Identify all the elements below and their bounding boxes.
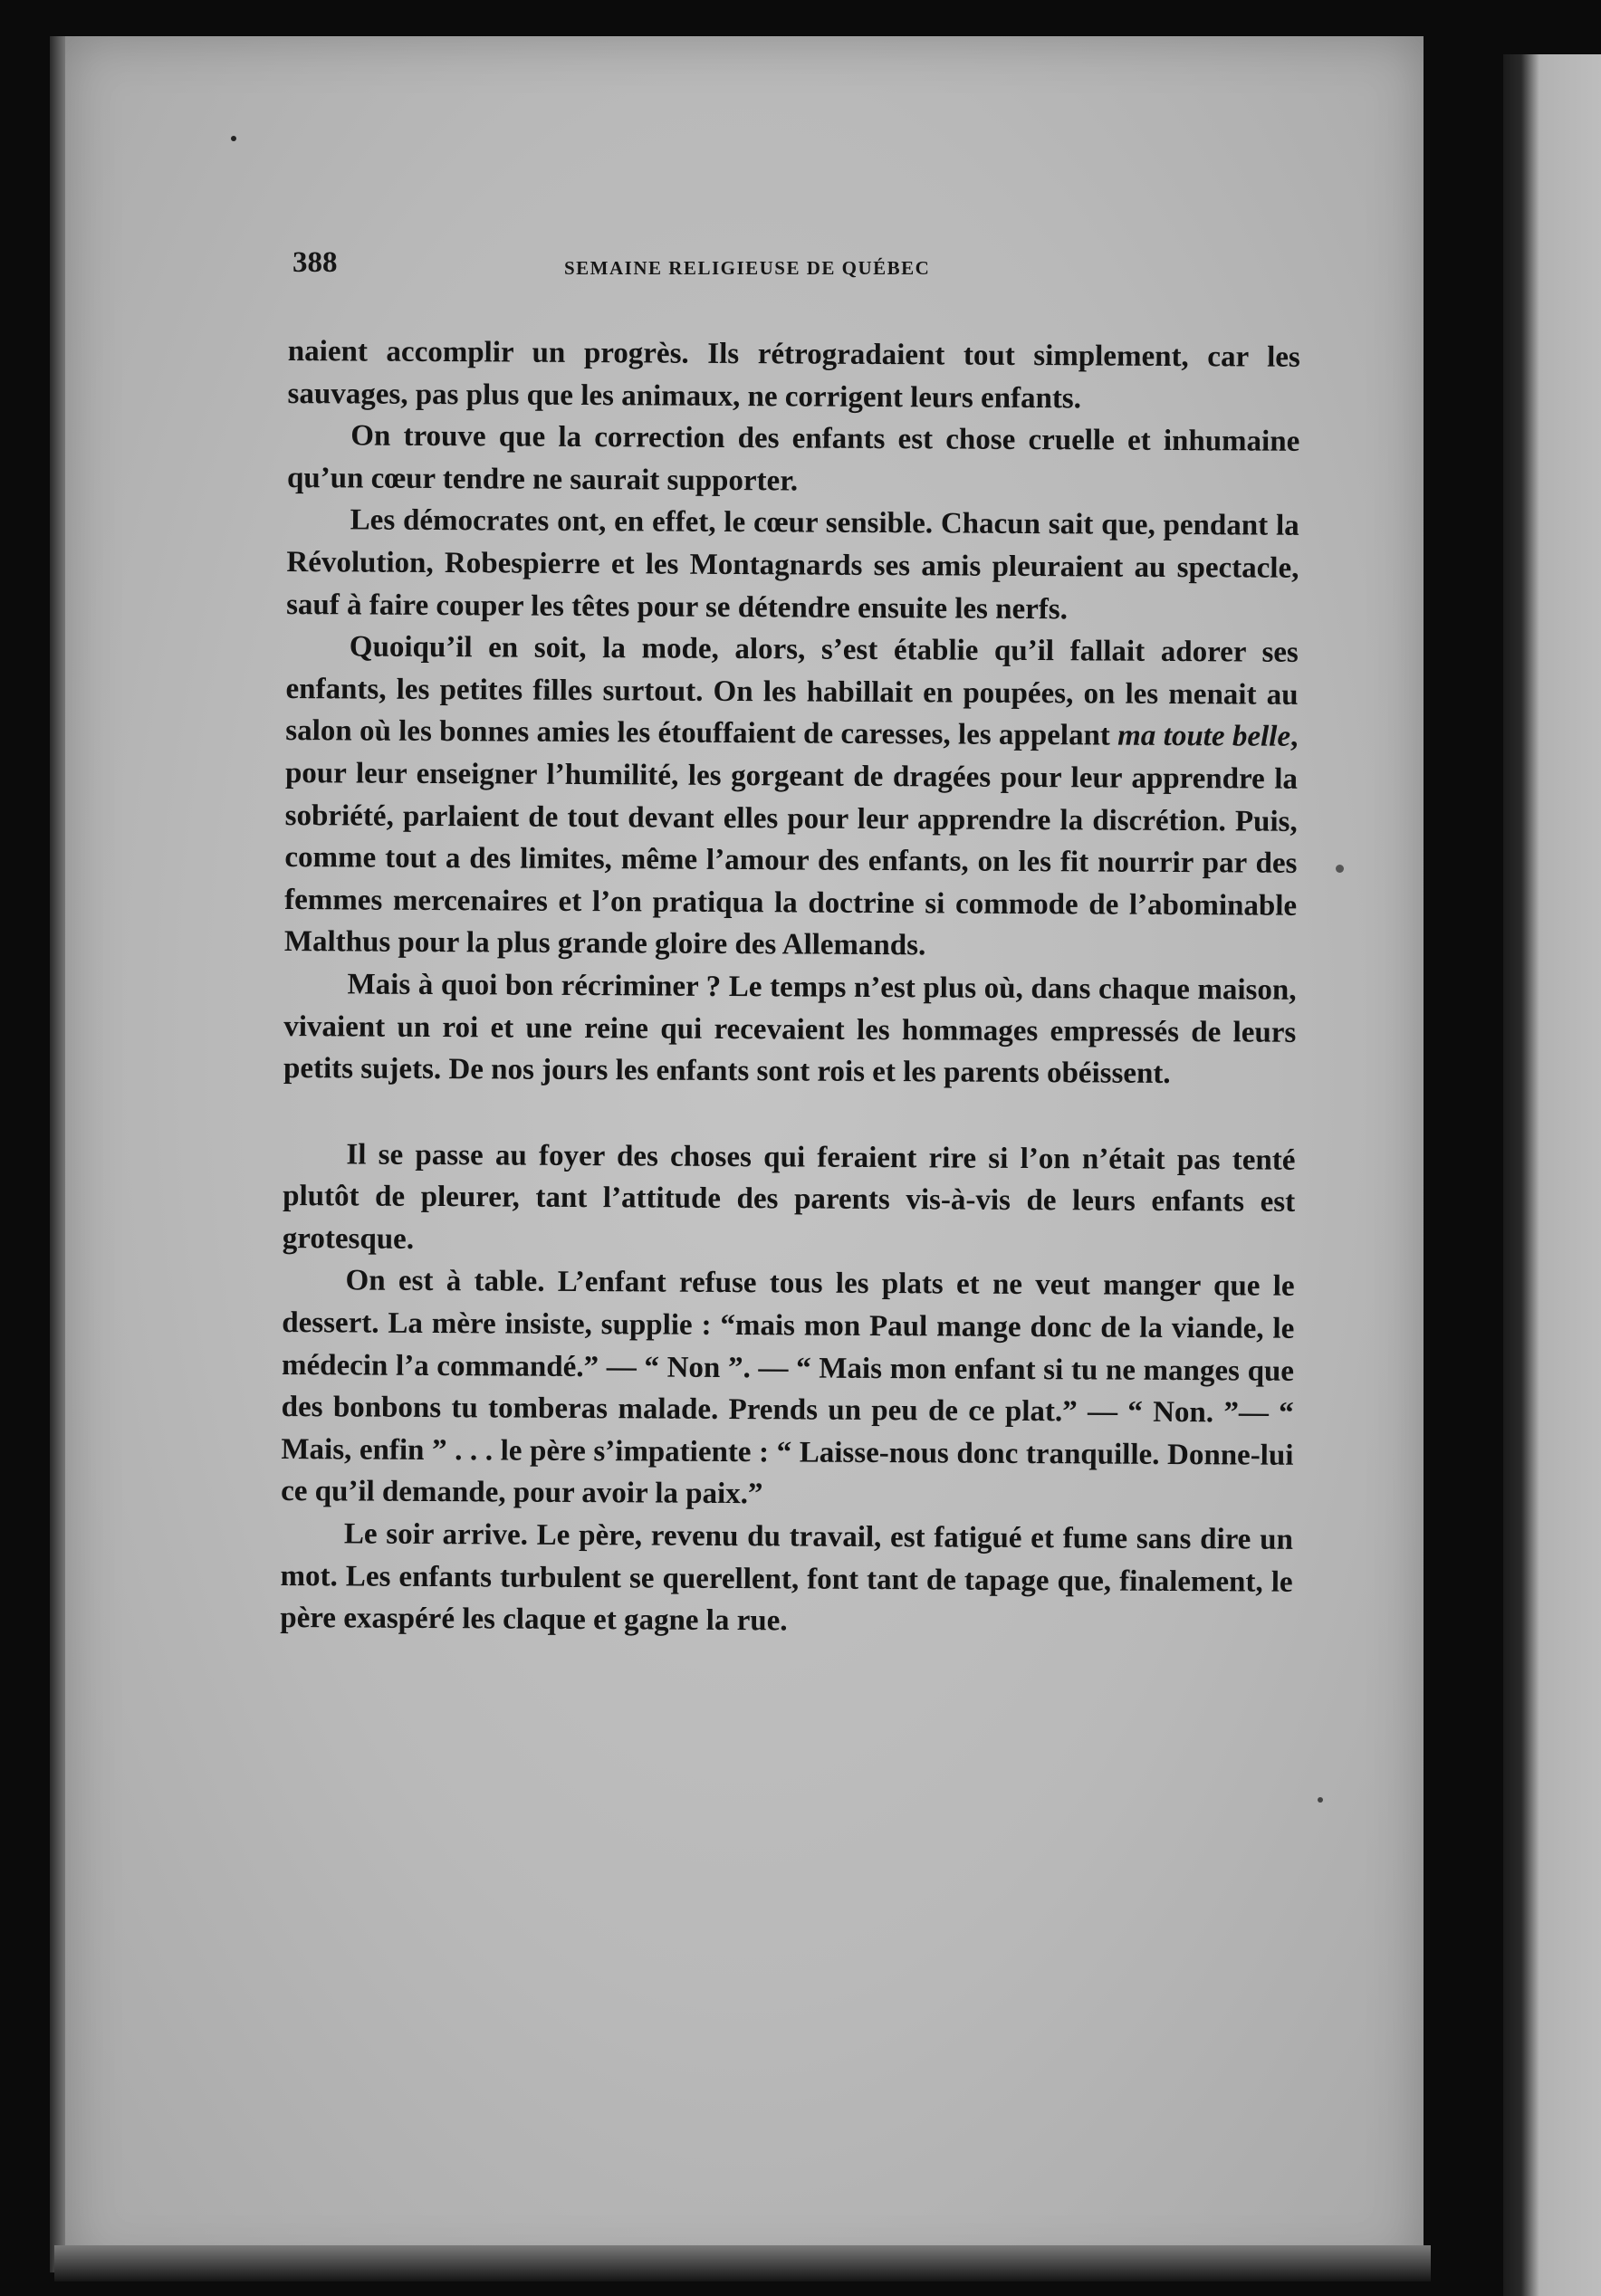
paragraph: [284, 626, 1299, 970]
paragraph: Le soir arrive. Le père, revenu du travail, est fatigué et fume sans dire un mot. Les enfants turbulent se querellent, font tant de tapage que, finalement, le père exaspéré les claque et gagne la rue.: [280, 1517, 1293, 1638]
adjacent-page: [1503, 54, 1601, 2296]
paragraph: Mais à quoi bon récriminer ? Le temps n’est plus où, dans chaque maison, vivaient un roi et une reine qui recevaient les hommages empressés de leurs petits sujets. De nos jours les enfants sont rois et les parents obéissent.: [283, 968, 1297, 1091]
page-number: 388: [292, 246, 338, 279]
paragraph-text: , pour leur enseigner l’humilité, les gorgeant de dragées pour leur apprendre la sobriété, parlaient de tout devant elles pour leur apprendre la discrétion. Puis, comme tout a des limites, même l’amour des enfants, on les fit nourrir par des femmes mercenaires et l’on pratiqua la doctrine si commode de l’abominable Malthus pour la plus grande gloire des Allemands.: [283, 721, 1299, 962]
page-bottom-edge: [54, 2245, 1431, 2282]
dust-speck: [231, 136, 236, 141]
paragraph: Il se passe au foyer des choses qui feraient rire si l’on n’était pas tenté plutôt de pleurer, tant l’attitude des parents vis-à-vis de leurs enfants est grotesque.: [282, 1138, 1296, 1256]
dust-speck: [1336, 865, 1344, 873]
page-body-text: [280, 330, 1300, 1646]
paragraph: On est à table. L’enfant refuse tous les plats et ne veut manger que le dessert. La mère insiste, supplie : “mais mon Paul mange donc de la viande, le médecin l’a commandé.” — “ Non ”. — “ Mais mon enfant si tu ne manges que des bonbons tu tomberas malade. Prends un peu de ce plat.” — “ Non. ”— “ Mais, enfin ” . . . le père s’impatiente : “ Laisse-nous donc tranquille. Donne-lui ce qu’il demande, pour avoir la paix.”: [281, 1264, 1295, 1511]
paragraph-text: Quoiqu’il en soit, la mode, alors, s’est établie qu’il fallait adorer ses enfants, les petites filles surtout. On les habillait en poupées, on les menait au salon où les bonnes amies les étouffaient de caresses, les appelant: [285, 630, 1299, 752]
page-gutter: [1431, 36, 1503, 2296]
page-header: [292, 246, 1361, 282]
italic-phrase: ma toute belle: [1117, 719, 1291, 754]
paragraph: Les démocrates ont, en effet, le cœur sensible. Chacun sait que, pendant la Révolution, Robespierre et les Montagnards ses amis pleuraient au spectacle, sauf à faire couper les têtes pour se détendre ensuite les nerfs.: [286, 503, 1299, 626]
paragraph: naient accomplir un progrès. Ils rétrogradaient tout simplement, car les sauvages, pas plus que les animaux, ne corrigent leurs enfants.: [287, 334, 1300, 415]
running-title: SEMAINE RELIGIEUSE DE QUÉBEC: [564, 257, 931, 279]
paragraph: On trouve que la correction des enfants est chose cruelle et inhumaine qu’un cœur tendre ne saurait supporter.: [286, 419, 1300, 498]
dust-speck: [1318, 1797, 1323, 1803]
